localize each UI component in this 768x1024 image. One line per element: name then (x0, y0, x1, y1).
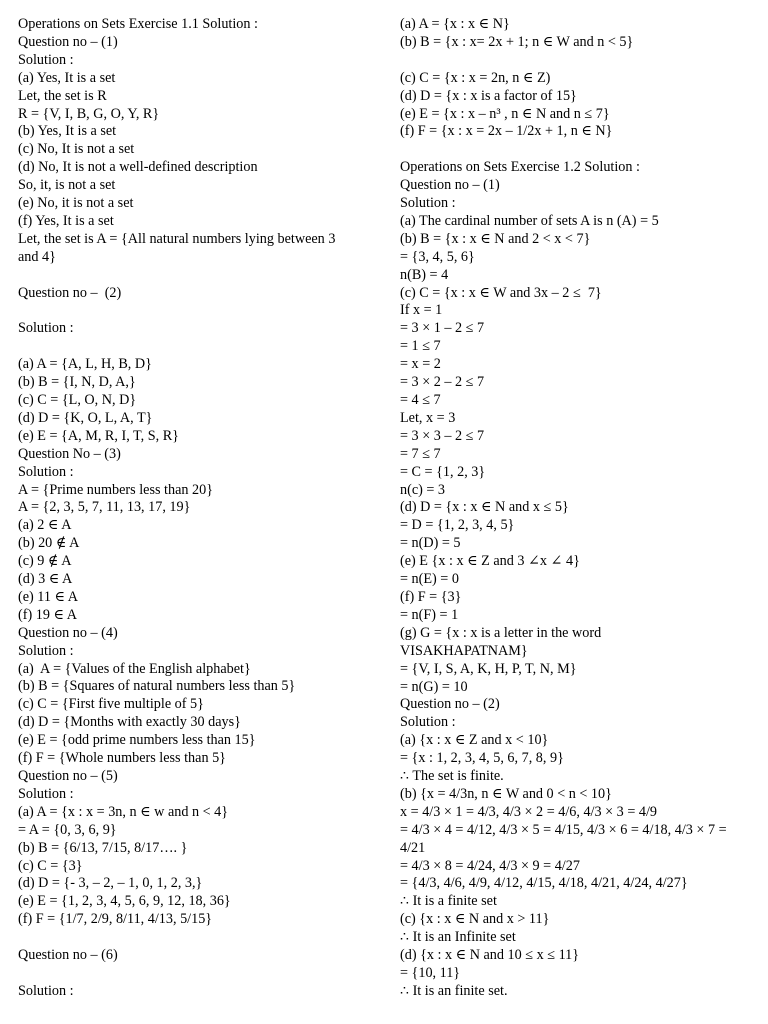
text-line: (f) F = {3} (400, 588, 462, 605)
text-line: ∴ It is a finite set (400, 893, 497, 910)
text-line: (a) Yes, It is a set (18, 69, 116, 86)
text-line: = n(G) = 10 (400, 678, 468, 695)
text-line: = 4 ≤ 7 (400, 392, 441, 408)
text-line: Solution : (400, 714, 456, 731)
text-line: (f) F = {1/7, 2/9, 8/11, 4/13, 5/15} (18, 911, 213, 928)
text-line: (b) 20 ∉ A (18, 535, 80, 552)
text-line: (b) Yes, It is a set (18, 123, 117, 140)
text-line (18, 302, 380, 320)
text-line: Let, the set is A = {All natural numbers lying between 3 (18, 230, 336, 247)
text-line: Solution : (18, 785, 74, 802)
text-line: and 4} (18, 248, 56, 265)
text-line: Let, x = 3 (400, 409, 456, 426)
text-line: Let, the set is R (18, 87, 107, 104)
text-line: Operations on Sets Exercise 1.2 Solution : (400, 159, 640, 176)
text-line: = A = {0, 3, 6, 9} (18, 821, 117, 838)
text-line: (a) A = {x : x ∈ N} (400, 16, 510, 32)
text-line: If x = 1 (400, 302, 443, 319)
text-line: = {10, 11} (400, 965, 461, 981)
left-column (18, 16, 380, 1001)
text-line: (c) 9 ∉ A (18, 553, 72, 570)
text-line: (b) B = {x : x ∈ N and 2 < x < 7} (400, 230, 591, 247)
text-line: (d) D = {K, O, L, A, T} (18, 409, 153, 426)
text-line: = 7 ≤ 7 (400, 445, 441, 462)
text-line: (g) G = {x : x is a letter in the word (400, 624, 602, 641)
text-line: (f) F = {Whole numbers less than 5} (18, 750, 226, 767)
text-line: (e) E {x : x ∈ Z and 3 ∠x ∠ 4} (400, 553, 580, 570)
text-line: (e) E = {A, M, R, I, T, S, R} (18, 427, 179, 444)
text-line: (c) C = {First five multiple of 5} (18, 696, 204, 713)
text-line: (c) C = {L, O, N, D} (18, 391, 137, 408)
text-line (400, 52, 758, 70)
text-line: (a) 2 ∈ A (18, 517, 72, 534)
text-line: = 3 × 2 – 2 ≤ 7 (400, 374, 485, 391)
text-line: (b) B = {Squares of natural numbers less than 5} (18, 678, 296, 695)
text-line: (b) B = {x : x= 2x + 1; n ∈ W and n < 5} (400, 33, 634, 50)
text-line: (a) The cardinal number of sets A is n (A) = 5 (400, 212, 659, 229)
text-line: Question no – (1) (18, 33, 118, 50)
text-line: A = {Prime numbers less than 20} (18, 481, 214, 498)
text-line: (d) 3 ∈ A (18, 571, 73, 588)
text-line: Question no – (5) (18, 768, 118, 785)
text-line: (c) {x : x ∈ N and x > 11} (400, 911, 550, 928)
text-line: Solution : (400, 195, 456, 212)
text-line: (a) A = {A, L, H, B, D} (18, 356, 152, 373)
text-line: Question No – (3) (18, 445, 121, 462)
text-line: = n(F) = 1 (400, 606, 459, 623)
text-line: ∴ It is an Infinite set (400, 929, 516, 946)
text-line: Solution : (18, 51, 74, 68)
text-line (18, 338, 380, 356)
text-line: (d) D = {x : x ∈ N and x ≤ 5} (400, 499, 569, 516)
text-line: (e) No, it is not a set (18, 195, 134, 212)
text-line: (d) D = {- 3, – 2, – 1, 0, 1, 2, 3,} (18, 875, 203, 892)
text-line: = 3 × 1 – 2 ≤ 7 (400, 320, 485, 337)
text-line: Question no – (4) (18, 624, 118, 641)
text-line: (d) No, It is not a well-defined description (18, 159, 258, 176)
text-line: (c) C = {x : x = 2n, n ∈ Z) (400, 69, 551, 86)
text-line: (d) D = {x : x is a factor of 15} (400, 87, 577, 104)
text-line (18, 929, 380, 947)
text-line: = 4/3 × 4 = 4/12, 4/3 × 5 = 4/15, 4/3 × 6 = 4/18, 4/3 × 7 = (400, 821, 727, 838)
text-line: Question no – (1) (400, 177, 500, 194)
text-line: (c) C = {3} (18, 857, 83, 874)
text-line: n(B) = 4 (400, 266, 449, 283)
text-line: (a) A = {Values of the English alphabet} (18, 660, 251, 677)
text-line: ∴ It is an finite set. (400, 982, 508, 999)
text-line: = D = {1, 2, 3, 4, 5} (400, 517, 515, 534)
text-line: Question no – (6) (18, 947, 118, 964)
text-line: VISAKHAPATNAM} (400, 642, 528, 659)
text-line: (a) {x : x ∈ Z and x < 10} (400, 732, 549, 749)
text-line: = x = 2 (400, 356, 441, 373)
text-line (18, 965, 380, 983)
text-line: (f) 19 ∈ A (18, 606, 77, 623)
text-line: = n(E) = 0 (400, 571, 459, 588)
text-line: (b) B = {I, N, D, A,} (18, 374, 136, 391)
text-line: (b) B = {6/13, 7/15, 8/17…. } (18, 839, 188, 856)
text-line: Operations on Sets Exercise 1.1 Solution : (18, 16, 258, 32)
text-line: (b) {x = 4/3n, n ∈ W and 0 < n < 10} (400, 785, 612, 802)
text-line: = {4/3, 4/6, 4/9, 4/12, 4/15, 4/18, 4/21, 4/24, 4/27} (400, 875, 688, 892)
text-line: (e) E = {x : x – n³ , n ∈ N and n ≤ 7} (400, 105, 610, 122)
text-line: = {V, I, S, A, K, H, P, T, N, M} (400, 660, 577, 677)
text-line: ∴ The set is finite. (400, 768, 504, 785)
text-line: (c) No, It is not a set (18, 141, 135, 158)
text-line: = 4/3 × 8 = 4/24, 4/3 × 9 = 4/27 (400, 857, 580, 874)
text-line: (d) {x : x ∈ N and 10 ≤ x ≤ 11} (400, 947, 580, 964)
text-line: (a) A = {x : x = 3n, n ∈ w and n < 4} (18, 803, 229, 820)
text-line: Solution : (18, 642, 74, 659)
text-line: (e) 11 ∈ A (18, 588, 79, 605)
text-line: Question no – (2) (400, 696, 500, 713)
text-line: (f) Yes, It is a set (18, 212, 114, 229)
text-line: (c) C = {x : x ∈ W and 3x – 2 ≤ 7} (400, 284, 602, 301)
text-line: = C = {1, 2, 3} (400, 463, 486, 480)
text-line: (f) F = {x : x = 2x – 1/2x + 1, n ∈ N} (400, 123, 613, 140)
text-line: Question no – (2) (18, 284, 122, 301)
text-line: x = 4/3 × 1 = 4/3, 4/3 × 2 = 4/6, 4/3 × 3 = 4/9 (400, 803, 658, 820)
text-line: R = {V, I, B, G, O, Y, R} (18, 105, 160, 122)
text-line (400, 141, 758, 159)
text-line: = n(D) = 5 (400, 535, 461, 552)
text-line: Solution : (18, 320, 74, 337)
text-line: Solution : (18, 463, 74, 480)
right-column (400, 16, 758, 1001)
text-line: n(c) = 3 (400, 481, 446, 498)
text-line (18, 267, 380, 285)
text-line: = {3, 4, 5, 6} (400, 248, 475, 265)
text-line: Solution : (18, 982, 74, 999)
text-line: So, it, is not a set (18, 177, 116, 194)
text-line: = {x : 1, 2, 3, 4, 5, 6, 7, 8, 9} (400, 750, 564, 767)
text-line: (e) E = {1, 2, 3, 4, 5, 6, 9, 12, 18, 36} (18, 893, 231, 910)
text-line: 4/21 (400, 839, 426, 856)
text-line: (e) E = {odd prime numbers less than 15} (18, 732, 256, 749)
text-line: (d) D = {Months with exactly 30 days} (18, 714, 241, 731)
text-line: = 3 × 3 – 2 ≤ 7 (400, 427, 485, 444)
text-line: A = {2, 3, 5, 7, 11, 13, 17, 19} (18, 499, 191, 516)
text-line: = 1 ≤ 7 (400, 338, 441, 355)
